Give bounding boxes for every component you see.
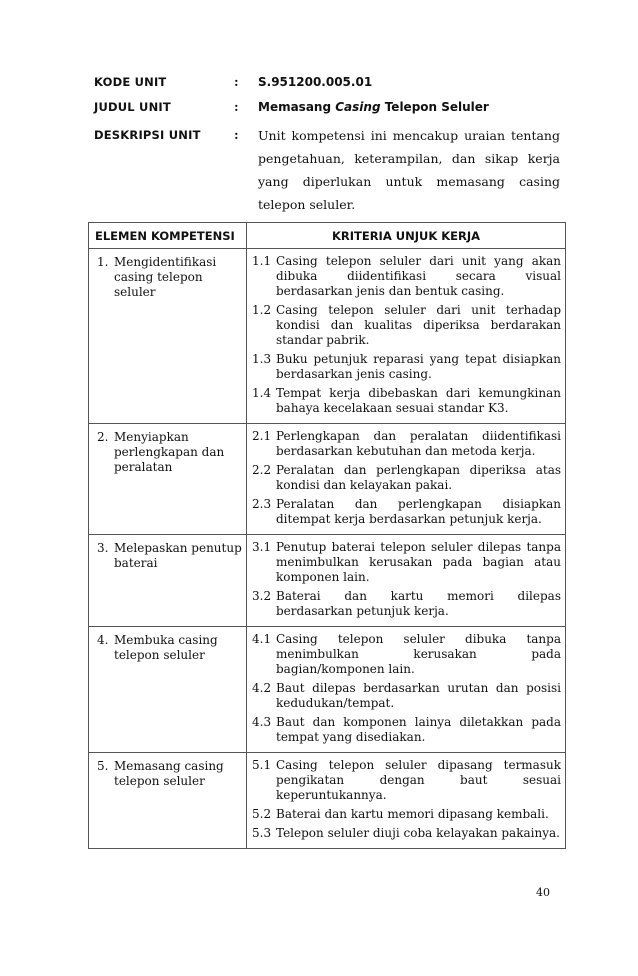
kriteria-number: 2.2	[252, 463, 272, 477]
judul-unit-row	[94, 99, 560, 124]
kriteria-cell	[247, 627, 566, 753]
page-number: 40	[536, 886, 550, 899]
kriteria-number: 1.3	[252, 352, 272, 366]
kriteria-item	[252, 589, 561, 619]
elemen-cell	[89, 627, 247, 753]
deskripsi-line: telepon seluler.	[258, 197, 356, 212]
elemen-number: 4.	[97, 633, 109, 647]
kriteria-item	[252, 715, 561, 745]
elemen-item	[97, 759, 242, 789]
colon: :	[234, 127, 239, 142]
kriteria-text: Casing telepon seluler dipasang termasuk pengikatan dengan baut sesuai keperuntukannya.	[276, 758, 561, 802]
kriteria-text: Perlengkapan dan peralatan diidentifikasi berdasarkan kebutuhan dan metoda kerja.	[276, 429, 561, 458]
elemen-item	[97, 430, 242, 475]
elemen-text: Menyiapkan perlengkapan dan peralatan	[114, 430, 225, 474]
kriteria-text: Telepon seluler diuji coba kelayakan pakainya.	[276, 826, 560, 840]
elemen-item	[97, 633, 242, 663]
elemen-cell	[89, 535, 247, 627]
kriteria-item	[252, 681, 561, 711]
kriteria-number: 4.3	[252, 715, 272, 729]
judul-casing: Casing	[335, 100, 381, 114]
elemen-text: Memasang casing telepon seluler	[114, 759, 224, 788]
kriteria-item	[252, 497, 561, 527]
colon: :	[234, 99, 239, 114]
column-header-kriteria: KRITERIA UNJUK KERJA	[247, 223, 566, 249]
elemen-item	[97, 255, 242, 300]
kode-unit-value: S.951200.005.01	[258, 75, 373, 89]
judul-pre: Memasang	[258, 100, 336, 114]
elemen-text: Mengidentifikasi casing telepon seluler	[114, 255, 217, 299]
kriteria-number: 5.2	[252, 807, 272, 821]
kriteria-number: 3.2	[252, 589, 272, 603]
kriteria-item	[252, 826, 561, 841]
kriteria-text: Baut dilepas berdasarkan urutan dan posisi kedudukan/tempat.	[276, 681, 561, 710]
kriteria-text: Peralatan dan perlengkapan diperiksa atas kondisi dan kelayakan pakai.	[276, 463, 561, 492]
table-header-row	[89, 223, 566, 249]
elemen-text: Membuka casing telepon seluler	[114, 633, 218, 662]
kriteria-number: 4.2	[252, 681, 272, 695]
kriteria-item	[252, 758, 561, 803]
table-row	[89, 753, 566, 849]
kriteria-text: Baterai dan kartu memori dilepas berdasarkan petunjuk kerja.	[276, 589, 561, 618]
kriteria-cell	[247, 424, 566, 535]
elemen-number: 5.	[97, 759, 109, 773]
deskripsi-unit-row	[94, 124, 560, 216]
kriteria-number: 5.1	[252, 758, 272, 772]
kode-unit-row	[94, 74, 560, 99]
elemen-number: 2.	[97, 430, 109, 444]
judul-unit-label: JUDUL UNIT	[94, 100, 171, 114]
kriteria-number: 1.1	[252, 254, 272, 268]
judul-unit-value	[258, 99, 560, 124]
kriteria-item	[252, 540, 561, 585]
kriteria-item	[252, 807, 561, 822]
kriteria-number: 4.1	[252, 632, 272, 646]
table-row	[89, 424, 566, 535]
kriteria-item	[252, 632, 561, 677]
kriteria-item	[252, 429, 561, 459]
deskripsi-unit-text	[258, 124, 560, 216]
kriteria-number: 2.1	[252, 429, 272, 443]
table-body	[89, 249, 566, 849]
kriteria-text: Peralatan dan perlengkapan disiapkan ditempat kerja berdasarkan petunjuk kerja.	[276, 497, 561, 526]
elemen-item	[97, 541, 242, 571]
kriteria-number: 2.3	[252, 497, 272, 511]
kriteria-cell	[247, 535, 566, 627]
elemen-cell	[89, 249, 247, 424]
table-row	[89, 627, 566, 753]
kriteria-item	[252, 254, 561, 299]
deskripsi-line: Unit kompetensi ini mencakup uraian tentang	[258, 128, 560, 143]
elemen-cell	[89, 753, 247, 849]
kriteria-text: Casing telepon seluler dibuka tanpa menimbulkan kerusakan pada bagian/komponen lain.	[276, 632, 561, 676]
kriteria-text: Casing telepon seluler dari unit yang akan dibuka diidentifikasi secara visual berdasarkan jenis dan bentuk casing.	[276, 254, 561, 298]
kriteria-number: 3.1	[252, 540, 272, 554]
colon: :	[234, 74, 239, 89]
kriteria-number: 5.3	[252, 826, 272, 840]
judul-post: Telepon Seluler	[380, 100, 489, 114]
kriteria-text: Baut dan komponen lainya diletakkan pada tempat yang disediakan.	[276, 715, 561, 744]
unit-header	[94, 74, 560, 216]
kriteria-text: Baterai dan kartu memori dipasang kembali.	[276, 807, 549, 821]
deskripsi-line: yang diperlukan untuk memasang casing	[258, 174, 560, 189]
kriteria-item	[252, 463, 561, 493]
table-row	[89, 535, 566, 627]
deskripsi-line: pengetahuan, keterampilan, dan sikap kerja	[258, 151, 560, 166]
kriteria-number: 1.2	[252, 303, 272, 317]
kriteria-item	[252, 352, 561, 382]
kode-unit-label: KODE UNIT	[94, 75, 167, 89]
elemen-text: Melepaskan penutup baterai	[114, 541, 242, 570]
kriteria-item	[252, 303, 561, 348]
column-header-elemen: ELEMEN KOMPETENSI	[89, 223, 247, 249]
kriteria-text: Penutup baterai telepon seluler dilepas tanpa menimbulkan kerusakan pada bagian atau komponen lain.	[276, 540, 561, 584]
elemen-cell	[89, 424, 247, 535]
kriteria-text: Buku petunjuk reparasi yang tepat disiapkan berdasarkan jenis casing.	[276, 352, 561, 381]
kriteria-item	[252, 386, 561, 416]
kriteria-text: Tempat kerja dibebaskan dari kemungkinan bahaya kecelakaan sesuai standar K3.	[276, 386, 561, 415]
kriteria-cell	[247, 753, 566, 849]
competency-table	[88, 222, 566, 849]
kriteria-text: Casing telepon seluler dari unit terhadap kondisi dan kualitas diperiksa berdarakan standar pabrik.	[276, 303, 561, 347]
elemen-number: 3.	[97, 541, 109, 555]
elemen-number: 1.	[97, 255, 109, 269]
deskripsi-unit-label: DESKRIPSI UNIT	[94, 128, 201, 142]
table-row	[89, 249, 566, 424]
kriteria-cell	[247, 249, 566, 424]
kriteria-number: 1.4	[252, 386, 272, 400]
